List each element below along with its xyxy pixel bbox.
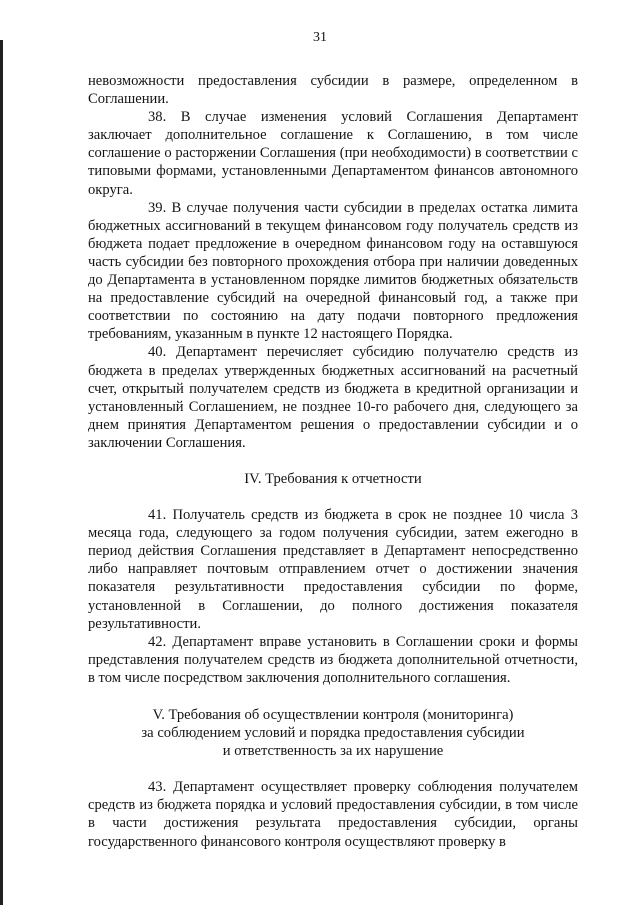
paragraph-39: 39. В случае получения части субсидии в пределах остатка лимита бюджетных ассигнований в текущем финансовом году получатель средств из бюджета подает предложение в очередном финансовом году на оставшуюся часть субсидии без повторного прохождения отбора при наличии доведенных до Департамента в установленном порядке лимитов бюджетных обязательств на предоставление субсидий на очередной финансовый год, а также при соответствии по состоянию на дату подачи повторного предложения требованиям, указанным в пункте 12 настоящего Порядка.	[88, 199, 578, 343]
paragraph-40: 40. Департамент перечисляет субсидию получателю средств из бюджета в пределах утвержденных бюджетных ассигнований на расчетный счет, открытый получателем средств из бюджета в кредитной организации и установленный Соглашением, не позднее 10-го рабочего дня, следующего за днем принятия Департаментом решения о предоставлении субсидии и о заключении Соглашения.	[88, 344, 578, 451]
document-body	[88, 72, 578, 851]
section-v-title	[88, 706, 578, 760]
paragraph-42: 42. Департамент вправе установить в Соглашении сроки и формы представления получателем средств из бюджета дополнительной отчетности, в том числе посредством заключения дополнительного соглашения.	[88, 633, 578, 686]
paragraph-38: 38. В случае изменения условий Соглашения Департамент заключает дополнительное соглашение к Соглашению, в том числе соглашение о расторжении Соглашения (при необходимости) в соответствии с типовыми формами, установленными Департаментом финансов автономного округа.	[88, 109, 578, 198]
scan-edge-shadow	[0, 40, 3, 905]
paragraph-41: 41. Получатель средств из бюджета в срок не позднее 10 числа 3 месяца года, следующего за годом получения субсидии, затем ежегодно в период действия Соглашения представляет в Департамент непосредственно либо направляет почтовым отправлением отчет о достижении значения показателя результативности предоставления субсидии по форме, установленной в Соглашении, до полного достижения показателя результативности.	[88, 507, 578, 632]
paragraph-continuation: невозможности предоставления субсидии в размере, определенном в Соглашении.	[88, 73, 578, 108]
page-number: 31	[313, 30, 327, 45]
paragraph-43: 43. Департамент осуществляет проверку соблюдения получателем средств из бюджета порядка и условий предоставления субсидии, в том числе в части достижения результата предоставления субсидии, органы государственного финансового контроля осуществляют проверку в	[88, 779, 578, 850]
section-iv-title: IV. Требования к отчетности	[244, 470, 422, 487]
section-v-title-line-2: за соблюдением условий и порядка предоставления субсидии	[141, 725, 525, 742]
section-v-title-line-3: и ответственность за их нарушение	[222, 743, 444, 760]
section-v-title-line-1: V. Требования об осуществлении контроля (мониторинга)	[152, 707, 514, 723]
